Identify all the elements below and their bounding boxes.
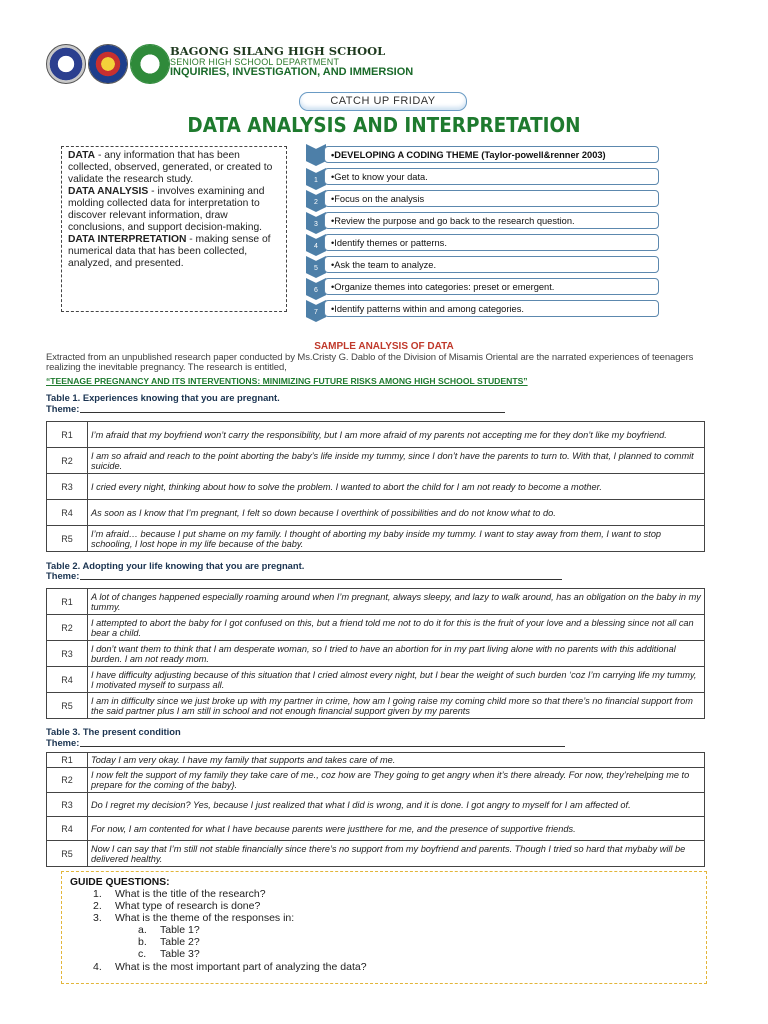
sub-question-letter: c. [138,948,147,960]
catch-up-friday-badge: CATCH UP FRIDAY [299,92,467,111]
step-7: •Identify patterns within and among categories. [324,300,659,317]
table-row: R5 Now I can say that I’m still not stable financially since there’s no support from my boyfriend and parents. Though I tried so hard that mybaby will be delivered healthy. [47,841,705,867]
sub-question-c: Table 3? [160,948,200,960]
school-name: BAGONG SILANG HIGH SCHOOL [170,44,386,58]
definition-data-analysis: DATA ANALYSIS - involves examining and molding collected data for interpretation to discover relevant information, draw conclusions, and support decision-making. [68,186,265,233]
table1-caption: Table 1. Experiences knowing that you are pregnant. [46,392,280,403]
table2-theme-label: Theme: [46,570,80,581]
sub-question-letter: a. [138,924,147,936]
definition-data-interpretation: DATA INTERPRETATION - making sense of numerical data that has been collected, analyzed, and presented. [68,234,271,269]
question-number: 1. [93,888,102,900]
sub-question-a: Table 1? [160,924,200,936]
step-number-3: 3 [314,221,318,228]
table-row: R3 I cried every night, thinking about how to solve the problem. I wanted to abort the child for I am not ready to become a mother. [47,474,705,500]
table-row: R3 I don’t want them to think that I am desperate woman, so I tried to have an abortion for in my part living alone with no parents with this additional burden. I am not ready mom. [47,641,705,667]
table1 [46,421,705,552]
table2-caption: Table 2. Adopting your life knowing that you are pregnant. [46,560,305,571]
table-row: R4 For now, I am contented for what I have because parents were justthere for me, and the presence of supportive friends. [47,817,705,841]
sample-analysis-heading: SAMPLE ANALYSIS OF DATA [314,341,454,352]
table1-theme-label: Theme: [46,403,80,414]
question-3: What is the theme of the responses in: [115,912,295,924]
school-logo [130,44,170,84]
question-number: 4. [93,961,102,973]
page-title: DATA ANALYSIS AND INTERPRETATION [187,113,581,137]
definition-data: DATA - any information that has been collected, observed, generated, or created to validate the research study. [68,150,273,185]
table-row: R2 I am so afraid and reach to the point aborting the baby’s life inside my tummy, since I don’t have the parents to turn to. With that, I planned to commit suicide. [47,448,705,474]
department-name: SENIOR HIGH SCHOOL DEPARTMENT [170,57,340,67]
table2 [46,588,705,719]
table2-theme-line [80,579,562,580]
table3-caption: Table 3. The present condition [46,726,181,737]
step-3: •Review the purpose and go back to the research question. [324,212,659,229]
table-row: R4 As soon as I know that I’m pregnant, I felt so down because I overthink of possibilities and do not know what to do. [47,500,705,526]
question-number: 3. [93,912,102,924]
deped-seal-logo [46,44,86,84]
table-row: R1 A lot of changes happened especially roaming around when I’m pregnant, always sleepy, and lazy to walk around, has an obligation on the baby in my tummy. [47,589,705,615]
question-2: What type of research is done? [115,900,261,912]
table3-theme-label: Theme: [46,737,80,748]
step-5: •Ask the team to analyze. [324,256,659,273]
school-division-logo [88,44,128,84]
table-row: R2 I attempted to abort the baby for I got confused on this, but a friend told me not to do it for this is the fruit of your love and a blessing since not all can bear a child. [47,615,705,641]
subject-name: INQUIRIES, INVESTIGATION, AND IMMERSION [170,66,414,78]
step-6: •Organize themes into categories: preset or emergent. [324,278,659,295]
sub-question-b: Table 2? [160,936,200,948]
guide-questions-heading: GUIDE QUESTIONS: [70,877,170,888]
step-number-5: 5 [314,265,318,272]
table-row: R1 Today I am very okay. I have my family that supports and takes care of me. [47,753,705,768]
step-1: •Get to know your data. [324,168,659,185]
table3 [46,752,705,867]
table-row: R5 I am in difficulty since we just broke up with my partner in crime, how am I going raise my coming child more so that there’s no financial support from the said partner plus I am still in school and not enough financial support given by my parents [47,693,705,719]
step-number-2: 2 [314,199,318,206]
table3-theme-line [80,746,565,747]
definitions-box [61,146,287,312]
table1-theme-line [80,412,505,413]
step-number-6: 6 [314,287,318,294]
sample-intro-text: Extracted from an unpublished research paper conducted by Ms.Cristy G. Dablo of the Division of Misamis Oriental are the narrated experiences of teenagers realizing the inevitable pregnancy. The research is entitled, [46,352,694,373]
table-row: R3 Do I regret my decision? Yes, because I just realized that what I did is wrong, and it is done. I got angry to myself for I am affected of. [47,793,705,817]
step-4: •Identify themes or patterns. [324,234,659,251]
sub-question-letter: b. [138,936,147,948]
table-row: R2 I now felt the support of my family they take care of me., coz how are They going to get angry when it’s there already. For now, they’rehelping me to prepare for the coming of the baby}. [47,768,705,793]
step-chevron-top [306,144,326,166]
table-row: R1 I’m afraid that my boyfriend won’t carry the responsibility, but I am more afraid of my parents not accepting me for they don’t like my boyfriend. [47,422,705,448]
table-row: R5 I’m afraid… because I put shame on my family. I thought of aborting my baby inside my tummy. I want to stay away from them, I want to stop schooling, I lost hope in my life because of the baby. [47,526,705,552]
step-2: •Focus on the analysis [324,190,659,207]
step-number-7: 7 [314,309,318,316]
question-1: What is the title of the research? [115,888,266,900]
step-number-4: 4 [314,243,318,250]
table-row: R4 I have difficulty adjusting because of this situation that I cried almost every night, but I bear the weight of such burden ‘coz I’m carrying life my tummy, I motivated myself to surpass all. [47,667,705,693]
steps-heading: •DEVELOPING A CODING THEME (Taylor-powell&renner 2003) [324,146,659,163]
question-4: What is the most important part of analyzing the data? [115,961,367,973]
question-number: 2. [93,900,102,912]
research-title: “TEENAGE PREGNANCY AND ITS INTERVENTIONS: MINIMIZING FUTURE RISKS AMONG HIGH SCHOOL STUDENTS” [46,376,528,386]
step-number-1: 1 [314,177,318,184]
